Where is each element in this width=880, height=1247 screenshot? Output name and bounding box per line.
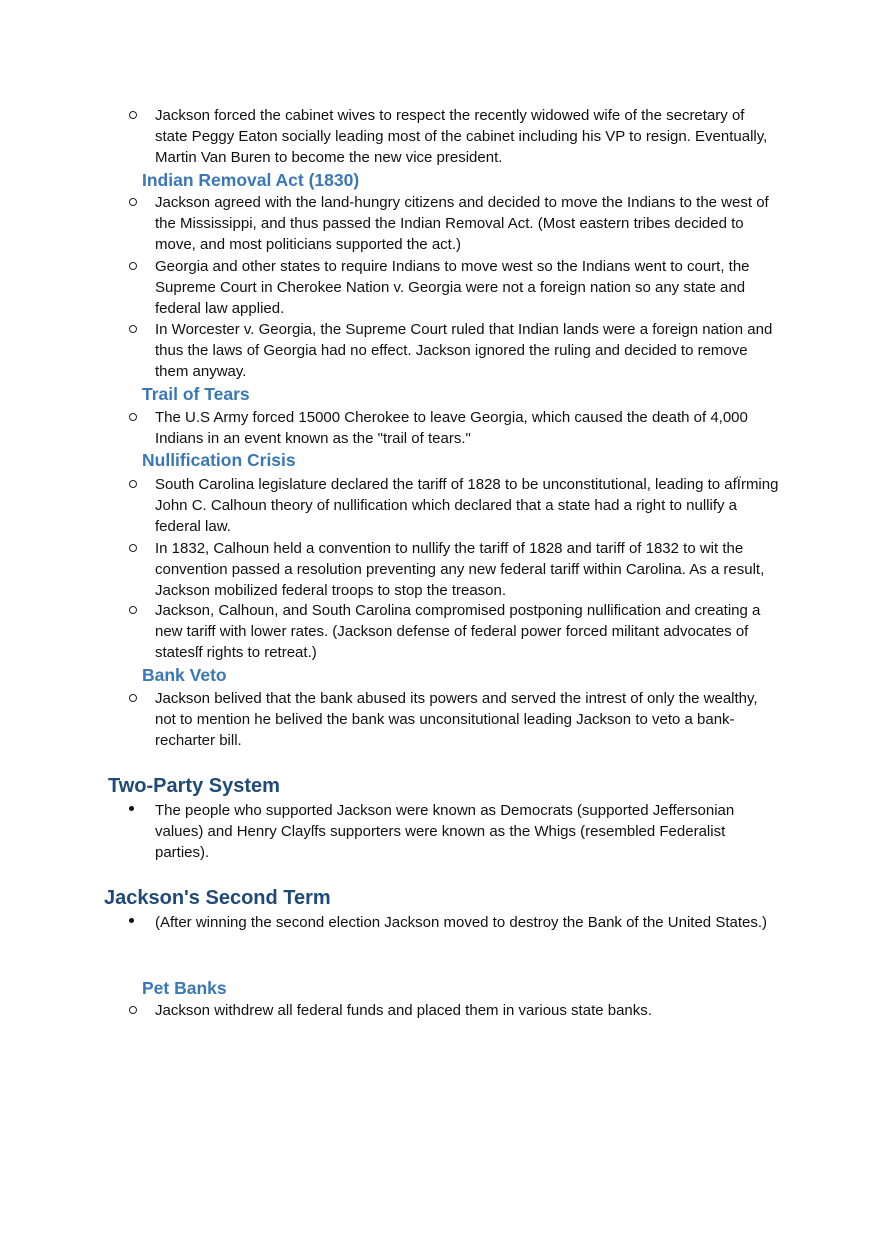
list-item: The people who supported Jackson were known as Democrats (supported Jeffersonian values) and Henry Clayſfs supporters were known as the Whigs (resembled Federalist parties). xyxy=(155,802,735,861)
list-item: In 1832, Calhoun held a convention to nullify the tariff of 1828 and tariff of 1832 to wit the convention passed a resolution preventing any new federal tariff within Carolina. As a result, Jackson mobilized federal troops to stop the treason. xyxy=(155,540,765,599)
list-item: Jackson, Calhoun, and South Carolina compromised postponing nullification and creating a new tariff with lower rates. (Jackson defense of federal power forced militant advocates of statesſf rights to retreat.) xyxy=(155,602,761,661)
section-heading-bank-veto: Bank Veto xyxy=(142,665,227,685)
hollow-bullet-icon xyxy=(129,413,137,421)
section-heading-trail-of-tears: Trail of Tears xyxy=(142,384,250,404)
hollow-bullet-icon xyxy=(129,111,137,119)
hollow-bullet-icon xyxy=(129,606,137,614)
list-item: Georgia and other states to require Indians to move west so the Indians went to court, the Supreme Court in Cherokee Nation v. Georgia were not a foreign nation so any state and federal law applied. xyxy=(155,258,750,317)
list-item: Jackson agreed with the land-hungry citizens and decided to move the Indians to the west of the Mississippi, and thus passed the Indian Removal Act. (Most eastern tribes decided to move, and most politicians supported the act.) xyxy=(155,194,769,253)
hollow-bullet-icon xyxy=(129,480,137,488)
solid-bullet-icon xyxy=(129,806,134,811)
section-heading-indian-removal: Indian Removal Act (1830) xyxy=(142,170,360,190)
list-item: (After winning the second election Jackson moved to destroy the Bank of the United States.) xyxy=(155,914,768,931)
list-item: Jackson withdrew all federal funds and placed them in various state banks. xyxy=(155,1002,652,1019)
section-heading-second-term: Jackson's Second Term xyxy=(104,887,331,909)
hollow-bullet-icon xyxy=(129,325,137,333)
hollow-bullet-icon xyxy=(129,1006,137,1014)
list-item: In Worcester v. Georgia, the Supreme Court ruled that Indian lands were a foreign nation and thus the laws of Georgia had no effect. Jackson ignored the ruling and decided to remove them anyway. xyxy=(155,321,773,380)
list-item: Jackson forced the cabinet wives to respect the recently widowed wife of the secretary of state Peggy Eaton socially leading most of the cabinet including his VP to resign. Eventually, Martin Van Buren to become the new vice president. xyxy=(155,107,768,166)
list-item: The U.S Army forced 15000 Cherokee to leave Georgia, which caused the death of 4,000 Indians in an event known as the "trail of tears." xyxy=(155,409,748,447)
hollow-bullet-icon xyxy=(129,544,137,552)
hollow-bullet-icon xyxy=(129,198,137,206)
section-heading-two-party: Two-Party System xyxy=(108,775,280,797)
solid-bullet-icon xyxy=(129,918,134,923)
hollow-bullet-icon xyxy=(129,694,137,702)
section-heading-pet-banks: Pet Banks xyxy=(142,978,227,998)
hollow-bullet-icon xyxy=(129,262,137,270)
section-heading-nullification: Nullification Crisis xyxy=(142,450,296,470)
list-item: South Carolina legislature declared the tariff of 1828 to be unconstitutional, leading to afÏrming John C. Calhoun theory of nullification which declared that a state had a right to nullify a federal law. xyxy=(155,476,779,535)
list-item: Jackson belived that the bank abused its powers and served the intrest of only the wealthy, not to mention he belived the bank was unconsitutional leading Jackson to veto a bank-recharter bill. xyxy=(155,690,758,749)
